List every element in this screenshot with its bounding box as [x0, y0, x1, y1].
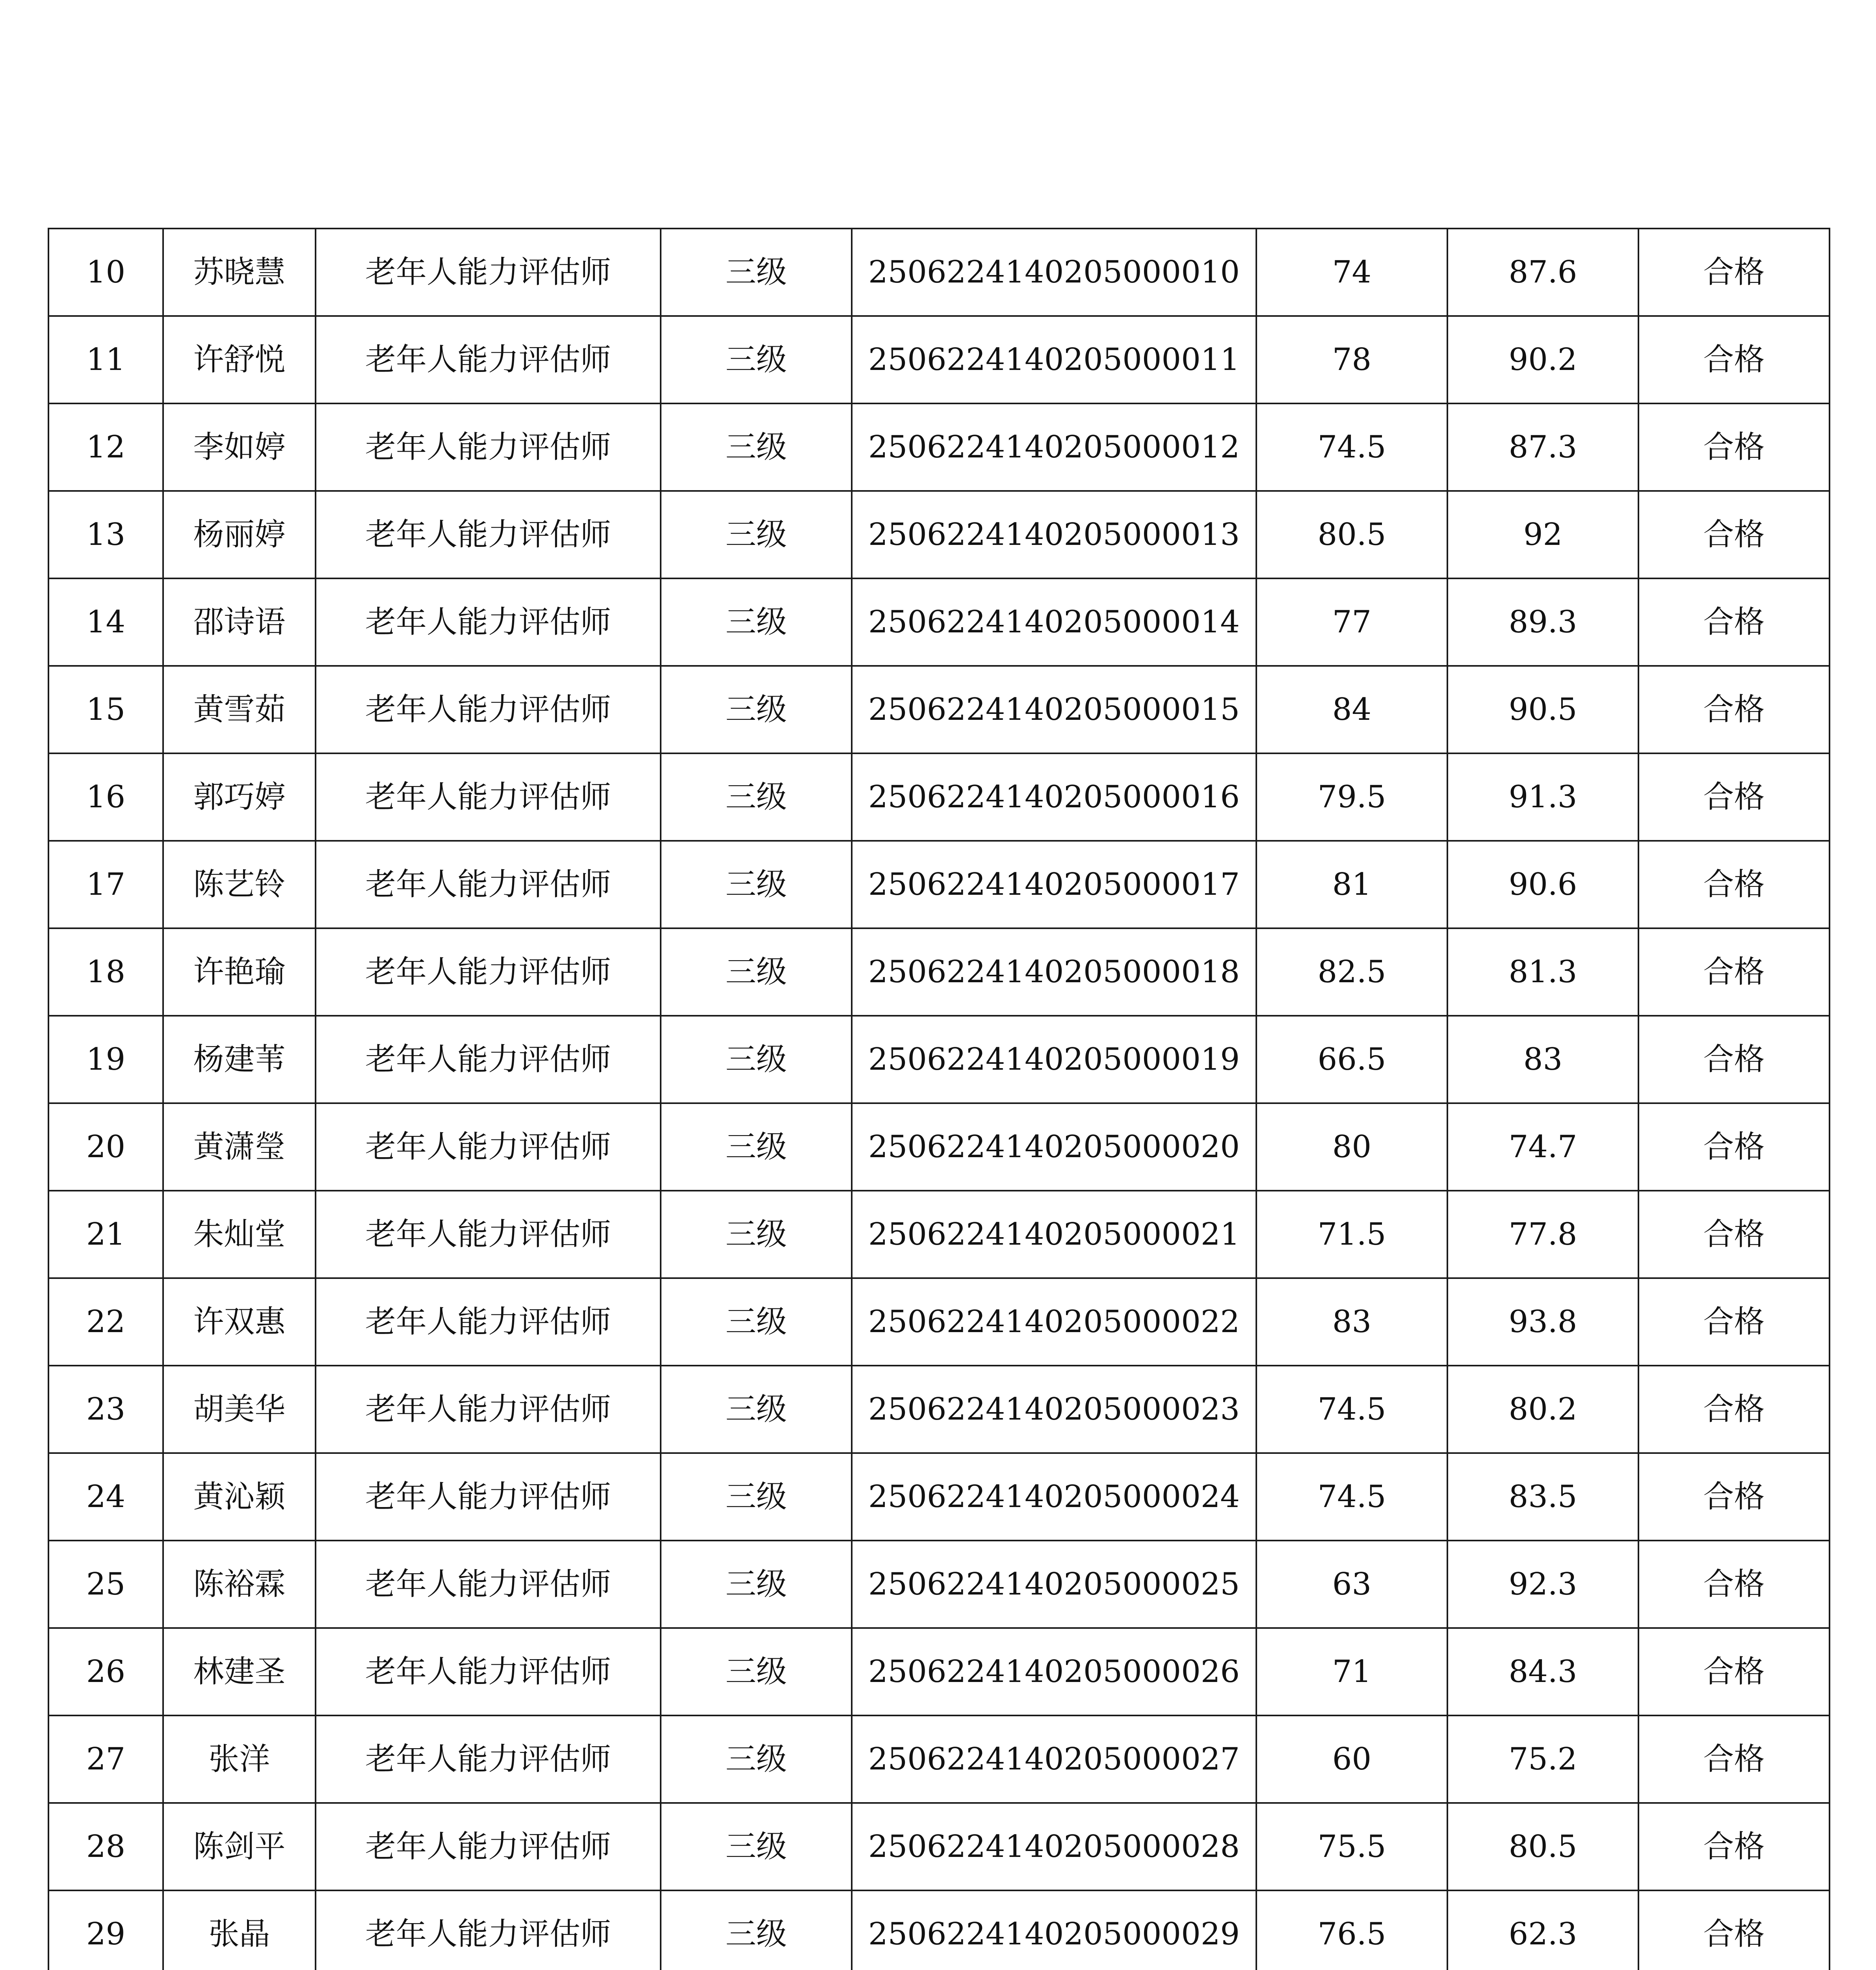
result-cell: 合格: [1638, 1453, 1830, 1541]
theory-score-cell: 80.5: [1256, 491, 1447, 578]
theory-score-cell: 74.5: [1256, 1366, 1447, 1453]
candidate-id-cell: 2506224140205000013: [852, 491, 1256, 578]
occupation-cell: 老年人能力评估师: [316, 491, 661, 578]
candidate-id-cell: 2506224140205000016: [852, 753, 1256, 841]
occupation-cell: 老年人能力评估师: [316, 841, 661, 928]
row-number-cell: 16: [48, 753, 163, 841]
skill-score-cell: 83.5: [1447, 1453, 1638, 1541]
level-cell: 三级: [661, 753, 852, 841]
occupation-cell: 老年人能力评估师: [316, 229, 661, 316]
level-cell: 三级: [661, 1191, 852, 1278]
occupation-cell: 老年人能力评估师: [316, 403, 661, 491]
occupation-cell: 老年人能力评估师: [316, 1103, 661, 1191]
row-number-cell: 29: [48, 1890, 163, 1970]
candidate-id-cell: 2506224140205000028: [852, 1803, 1256, 1890]
level-cell: 三级: [661, 1453, 852, 1541]
name-cell: 张晶: [163, 1890, 316, 1970]
theory-score-cell: 66.5: [1256, 1016, 1447, 1103]
candidate-id-cell: 2506224140205000012: [852, 403, 1256, 491]
name-cell: 陈剑平: [163, 1803, 316, 1890]
row-number-cell: 14: [48, 578, 163, 666]
result-cell: 合格: [1638, 403, 1830, 491]
row-number-cell: 18: [48, 928, 163, 1016]
table-row: [48, 1103, 1830, 1191]
level-cell: 三级: [661, 1278, 852, 1366]
name-cell: 许双惠: [163, 1278, 316, 1366]
candidate-id-cell: 2506224140205000019: [852, 1016, 1256, 1103]
skill-score-cell: 81.3: [1447, 928, 1638, 1016]
table-row: [48, 1366, 1830, 1453]
result-cell: 合格: [1638, 229, 1830, 316]
candidate-id-cell: 2506224140205000024: [852, 1453, 1256, 1541]
occupation-cell: 老年人能力评估师: [316, 1628, 661, 1715]
theory-score-cell: 84: [1256, 666, 1447, 753]
theory-score-cell: 83: [1256, 1278, 1447, 1366]
table-row: [48, 1016, 1830, 1103]
table-row: [48, 578, 1830, 666]
result-cell: 合格: [1638, 1628, 1830, 1715]
level-cell: 三级: [661, 1890, 852, 1970]
candidate-id-cell: 2506224140205000027: [852, 1715, 1256, 1803]
theory-score-cell: 63: [1256, 1541, 1447, 1628]
table-row: [48, 316, 1830, 403]
skill-score-cell: 92.3: [1447, 1541, 1638, 1628]
name-cell: 黄雪茹: [163, 666, 316, 753]
occupation-cell: 老年人能力评估师: [316, 1278, 661, 1366]
name-cell: 苏晓慧: [163, 229, 316, 316]
row-number-cell: 22: [48, 1278, 163, 1366]
result-cell: 合格: [1638, 491, 1830, 578]
level-cell: 三级: [661, 1016, 852, 1103]
row-number-cell: 20: [48, 1103, 163, 1191]
occupation-cell: 老年人能力评估师: [316, 666, 661, 753]
candidate-id-cell: 2506224140205000026: [852, 1628, 1256, 1715]
level-cell: 三级: [661, 1366, 852, 1453]
candidate-id-cell: 2506224140205000011: [852, 316, 1256, 403]
row-number-cell: 26: [48, 1628, 163, 1715]
table-row: [48, 1715, 1830, 1803]
result-cell: 合格: [1638, 1715, 1830, 1803]
row-number-cell: 28: [48, 1803, 163, 1890]
candidate-id-cell: 2506224140205000022: [852, 1278, 1256, 1366]
occupation-cell: 老年人能力评估师: [316, 1366, 661, 1453]
occupation-cell: 老年人能力评估师: [316, 316, 661, 403]
skill-score-cell: 77.8: [1447, 1191, 1638, 1278]
name-cell: 张洋: [163, 1715, 316, 1803]
theory-score-cell: 80: [1256, 1103, 1447, 1191]
level-cell: 三级: [661, 229, 852, 316]
skill-score-cell: 92: [1447, 491, 1638, 578]
candidate-id-cell: 2506224140205000018: [852, 928, 1256, 1016]
result-cell: 合格: [1638, 1803, 1830, 1890]
name-cell: 黄潇瑩: [163, 1103, 316, 1191]
level-cell: 三级: [661, 316, 852, 403]
table-row: [48, 928, 1830, 1016]
skill-score-cell: 83: [1447, 1016, 1638, 1103]
occupation-cell: 老年人能力评估师: [316, 1016, 661, 1103]
result-cell: 合格: [1638, 841, 1830, 928]
name-cell: 杨丽婷: [163, 491, 316, 578]
skill-score-cell: 74.7: [1447, 1103, 1638, 1191]
theory-score-cell: 74.5: [1256, 403, 1447, 491]
row-number-cell: 12: [48, 403, 163, 491]
name-cell: 李如婷: [163, 403, 316, 491]
occupation-cell: 老年人能力评估师: [316, 1453, 661, 1541]
table-row: [48, 1890, 1830, 1970]
name-cell: 许舒悦: [163, 316, 316, 403]
result-cell: 合格: [1638, 753, 1830, 841]
row-number-cell: 25: [48, 1541, 163, 1628]
candidate-id-cell: 2506224140205000020: [852, 1103, 1256, 1191]
result-cell: 合格: [1638, 666, 1830, 753]
skill-score-cell: 75.2: [1447, 1715, 1638, 1803]
skill-score-cell: 93.8: [1447, 1278, 1638, 1366]
level-cell: 三级: [661, 1803, 852, 1890]
name-cell: 杨建苇: [163, 1016, 316, 1103]
row-number-cell: 27: [48, 1715, 163, 1803]
table-row: [48, 1453, 1830, 1541]
skill-score-cell: 90.6: [1447, 841, 1638, 928]
result-cell: 合格: [1638, 1016, 1830, 1103]
level-cell: 三级: [661, 841, 852, 928]
table-row: [48, 753, 1830, 841]
result-cell: 合格: [1638, 1191, 1830, 1278]
skill-score-cell: 87.3: [1447, 403, 1638, 491]
level-cell: 三级: [661, 928, 852, 1016]
theory-score-cell: 79.5: [1256, 753, 1447, 841]
table-row: [48, 1541, 1830, 1628]
theory-score-cell: 76.5: [1256, 1890, 1447, 1970]
occupation-cell: 老年人能力评估师: [316, 928, 661, 1016]
result-cell: 合格: [1638, 1890, 1830, 1970]
skill-score-cell: 90.2: [1447, 316, 1638, 403]
level-cell: 三级: [661, 1715, 852, 1803]
results-table: [48, 228, 1830, 1970]
result-cell: 合格: [1638, 1278, 1830, 1366]
theory-score-cell: 71.5: [1256, 1191, 1447, 1278]
table-row: [48, 666, 1830, 753]
skill-score-cell: 62.3: [1447, 1890, 1638, 1970]
theory-score-cell: 71: [1256, 1628, 1447, 1715]
row-number-cell: 17: [48, 841, 163, 928]
table-row: [48, 841, 1830, 928]
theory-score-cell: 81: [1256, 841, 1447, 928]
theory-score-cell: 74.5: [1256, 1453, 1447, 1541]
table-row: [48, 403, 1830, 491]
result-cell: 合格: [1638, 1366, 1830, 1453]
level-cell: 三级: [661, 1103, 852, 1191]
row-number-cell: 23: [48, 1366, 163, 1453]
skill-score-cell: 80.5: [1447, 1803, 1638, 1890]
skill-score-cell: 91.3: [1447, 753, 1638, 841]
theory-score-cell: 77: [1256, 578, 1447, 666]
skill-score-cell: 89.3: [1447, 578, 1638, 666]
level-cell: 三级: [661, 491, 852, 578]
table-row: [48, 1191, 1830, 1278]
row-number-cell: 24: [48, 1453, 163, 1541]
level-cell: 三级: [661, 1628, 852, 1715]
table-row: [48, 1628, 1830, 1715]
occupation-cell: 老年人能力评估师: [316, 1541, 661, 1628]
name-cell: 胡美华: [163, 1366, 316, 1453]
row-number-cell: 13: [48, 491, 163, 578]
candidate-id-cell: 2506224140205000010: [852, 229, 1256, 316]
theory-score-cell: 78: [1256, 316, 1447, 403]
theory-score-cell: 74: [1256, 229, 1447, 316]
candidate-id-cell: 2506224140205000017: [852, 841, 1256, 928]
result-cell: 合格: [1638, 1541, 1830, 1628]
name-cell: 朱灿堂: [163, 1191, 316, 1278]
level-cell: 三级: [661, 403, 852, 491]
skill-score-cell: 87.6: [1447, 229, 1638, 316]
row-number-cell: 11: [48, 316, 163, 403]
name-cell: 陈裕霖: [163, 1541, 316, 1628]
skill-score-cell: 80.2: [1447, 1366, 1638, 1453]
result-cell: 合格: [1638, 578, 1830, 666]
table-row: [48, 229, 1830, 316]
name-cell: 黄沁颖: [163, 1453, 316, 1541]
theory-score-cell: 60: [1256, 1715, 1447, 1803]
candidate-id-cell: 2506224140205000023: [852, 1366, 1256, 1453]
result-cell: 合格: [1638, 1103, 1830, 1191]
result-cell: 合格: [1638, 316, 1830, 403]
row-number-cell: 19: [48, 1016, 163, 1103]
occupation-cell: 老年人能力评估师: [316, 1803, 661, 1890]
occupation-cell: 老年人能力评估师: [316, 1890, 661, 1970]
row-number-cell: 10: [48, 229, 163, 316]
level-cell: 三级: [661, 1541, 852, 1628]
name-cell: 郭巧婷: [163, 753, 316, 841]
candidate-id-cell: 2506224140205000014: [852, 578, 1256, 666]
candidate-id-cell: 2506224140205000025: [852, 1541, 1256, 1628]
table-row: [48, 1803, 1830, 1890]
skill-score-cell: 90.5: [1447, 666, 1638, 753]
level-cell: 三级: [661, 666, 852, 753]
candidate-id-cell: 2506224140205000021: [852, 1191, 1256, 1278]
occupation-cell: 老年人能力评估师: [316, 1715, 661, 1803]
level-cell: 三级: [661, 578, 852, 666]
occupation-cell: 老年人能力评估师: [316, 1191, 661, 1278]
table-body: [48, 229, 1830, 1970]
theory-score-cell: 75.5: [1256, 1803, 1447, 1890]
row-number-cell: 15: [48, 666, 163, 753]
result-cell: 合格: [1638, 928, 1830, 1016]
name-cell: 陈艺铃: [163, 841, 316, 928]
name-cell: 邵诗语: [163, 578, 316, 666]
occupation-cell: 老年人能力评估师: [316, 578, 661, 666]
row-number-cell: 21: [48, 1191, 163, 1278]
candidate-id-cell: 2506224140205000029: [852, 1890, 1256, 1970]
occupation-cell: 老年人能力评估师: [316, 753, 661, 841]
candidate-id-cell: 2506224140205000015: [852, 666, 1256, 753]
name-cell: 许艳瑜: [163, 928, 316, 1016]
table-row: [48, 491, 1830, 578]
skill-score-cell: 84.3: [1447, 1628, 1638, 1715]
table-row: [48, 1278, 1830, 1366]
name-cell: 林建圣: [163, 1628, 316, 1715]
theory-score-cell: 82.5: [1256, 928, 1447, 1016]
